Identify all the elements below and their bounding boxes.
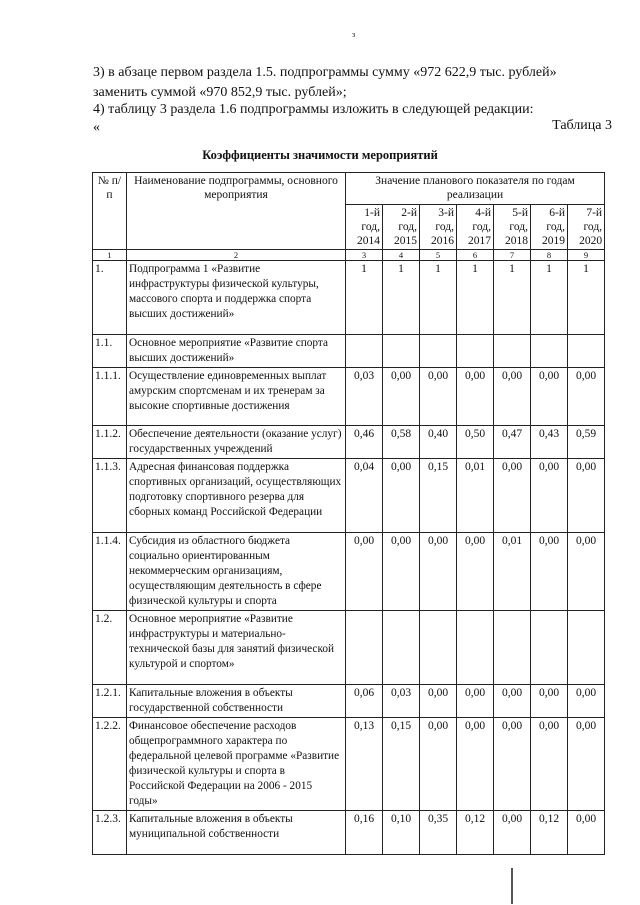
year-header-line: год, — [472, 221, 491, 233]
row-value: 0,01 — [494, 533, 531, 611]
row-value — [383, 611, 420, 685]
row-name: Адресная финансовая поддержка спортивных организаций, осуществляющих подготовку спортивного резерва для сборных команд Российской Федерации — [127, 459, 346, 533]
row-value: 0,00 — [457, 718, 494, 811]
row-number: 1.1.2. — [93, 426, 127, 459]
row-value: 0,13 — [346, 718, 383, 811]
row-number: 1.2.2. — [93, 718, 127, 811]
year-header-line: год, — [546, 221, 565, 233]
row-value: 0,00 — [531, 459, 568, 533]
year-header-line: 6-й — [549, 207, 565, 219]
row-value: 0,00 — [568, 685, 605, 718]
row-value: 0,00 — [531, 533, 568, 611]
row-value: 0,04 — [346, 459, 383, 533]
column-number: 2 — [127, 250, 346, 261]
row-value: 0,00 — [531, 368, 568, 426]
row-value: 0,47 — [494, 426, 531, 459]
row-value: 0,00 — [420, 718, 457, 811]
year-header-line: 5-й — [512, 207, 528, 219]
row-value — [568, 335, 605, 368]
row-name: Капитальные вложения в объекты государственной собственности — [127, 685, 346, 718]
row-value: 0,46 — [346, 426, 383, 459]
row-value: 1 — [457, 261, 494, 335]
row-value: 0,00 — [383, 533, 420, 611]
row-value — [420, 335, 457, 368]
year-header-line: год, — [361, 221, 380, 233]
year-header — [420, 205, 457, 250]
row-value: 0,00 — [494, 811, 531, 855]
row-value — [494, 611, 531, 685]
year-header-line: год, — [583, 221, 603, 233]
table-title: Коэффициенты значимости мероприятий — [202, 148, 438, 162]
row-value: 0,00 — [568, 811, 605, 855]
row-value: 0,00 — [420, 533, 457, 611]
table-row — [93, 611, 605, 685]
row-value: 1 — [568, 261, 605, 335]
year-header — [346, 205, 383, 250]
year-header — [383, 205, 420, 250]
row-value: 0,01 — [457, 459, 494, 533]
column-number: 4 — [383, 250, 420, 261]
row-value — [494, 335, 531, 368]
year-header-line: год, — [398, 221, 417, 233]
row-value: 0,40 — [420, 426, 457, 459]
row-value — [346, 611, 383, 685]
table-row — [93, 459, 605, 533]
row-value: 1 — [383, 261, 420, 335]
year-header-line: 2019 — [542, 235, 565, 247]
row-value: 1 — [494, 261, 531, 335]
row-value: 0,00 — [568, 368, 605, 426]
header-values: Значение планового показателя по годам реализации — [346, 173, 605, 205]
row-value: 0,00 — [383, 368, 420, 426]
table-row — [93, 368, 605, 426]
year-header-line: 1-й — [364, 207, 380, 219]
year-header-line: 2017 — [468, 235, 491, 247]
year-header-line: 2016 — [431, 235, 454, 247]
column-number: 1 — [93, 250, 127, 261]
paragraph-4: 4) таблицу 3 раздела 1.6 подпрограммы изложить в следующей редакции: — [93, 102, 534, 117]
row-name: Осуществление единовременных выплат амурским спортсменам и их тренерам за высокие спортивные достижения — [127, 368, 346, 426]
row-value: 0,59 — [568, 426, 605, 459]
row-value: 0,15 — [383, 718, 420, 811]
year-header-line: 2018 — [505, 235, 528, 247]
year-header — [568, 205, 605, 250]
row-value: 0,00 — [531, 718, 568, 811]
table-row — [93, 718, 605, 811]
year-header-line: 7-й — [586, 207, 603, 219]
year-header-line: 2014 — [357, 235, 380, 247]
row-value: 0,00 — [494, 459, 531, 533]
header-row — [93, 173, 605, 205]
row-name: Основное мероприятие «Развитие инфраструктуры и материально-технической базы для занятий физической культурой и спортом» — [127, 611, 346, 685]
row-number: 1.1.3. — [93, 459, 127, 533]
row-value: 0,12 — [531, 811, 568, 855]
row-value — [346, 335, 383, 368]
row-value: 0,00 — [531, 685, 568, 718]
table-row — [93, 426, 605, 459]
column-number: 9 — [568, 250, 605, 261]
column-number: 6 — [457, 250, 494, 261]
row-value: 1 — [420, 261, 457, 335]
table-row — [93, 685, 605, 718]
row-value: 0,15 — [420, 459, 457, 533]
row-value: 0,50 — [457, 426, 494, 459]
row-value: 0,00 — [494, 368, 531, 426]
row-value: 0,03 — [383, 685, 420, 718]
row-value: 0,03 — [346, 368, 383, 426]
row-value: 0,06 — [346, 685, 383, 718]
year-header — [457, 205, 494, 250]
row-value: 0,00 — [383, 459, 420, 533]
row-value: 0,00 — [420, 685, 457, 718]
row-number: 1. — [93, 261, 127, 335]
row-value — [531, 335, 568, 368]
year-header-line: год, — [435, 221, 454, 233]
row-value — [568, 611, 605, 685]
page-number: з — [352, 30, 356, 39]
table-row — [93, 261, 605, 335]
row-value: 0,00 — [457, 533, 494, 611]
row-value: 0,00 — [568, 718, 605, 811]
coefficients-table — [92, 172, 605, 855]
row-value: 0,12 — [457, 811, 494, 855]
year-header — [494, 205, 531, 250]
column-number: 3 — [346, 250, 383, 261]
row-value: 0,00 — [568, 459, 605, 533]
row-value: 0,35 — [420, 811, 457, 855]
row-value: 0,00 — [457, 368, 494, 426]
table-label: Таблица 3 — [552, 118, 612, 133]
row-value: 0,00 — [457, 685, 494, 718]
row-value: 0,00 — [494, 718, 531, 811]
row-name: Подпрограмма 1 «Развитие инфраструктуры физической культуры, массового спорта и поддержка спорта высших достижений» — [127, 261, 346, 335]
row-number: 1.2.1. — [93, 685, 127, 718]
row-value: 0,16 — [346, 811, 383, 855]
paragraph-3: 3) в абзаце первом раздела 1.5. подпрограммы сумму «972 622,9 тыс. рублей» заменить суммой «970 852,9 тыс. рублей»; — [93, 65, 557, 100]
row-value — [457, 611, 494, 685]
row-value: 0,00 — [494, 685, 531, 718]
year-header-line: 2015 — [394, 235, 417, 247]
row-value: 1 — [346, 261, 383, 335]
row-value: 1 — [531, 261, 568, 335]
column-number-row — [93, 250, 605, 261]
row-name: Финансовое обеспечение расходов общепрограммного характера по федеральной целевой программе «Развитие физической культуры и спорта в Российской Федерации на 2006 - 2015 годы» — [127, 718, 346, 811]
row-value — [531, 611, 568, 685]
table-row — [93, 335, 605, 368]
row-value: 0,58 — [383, 426, 420, 459]
row-name: Капитальные вложения в объекты муниципальной собственности — [127, 811, 346, 855]
year-header-line: 2020 — [579, 235, 603, 247]
year-header-line: 2-й — [401, 207, 417, 219]
row-number: 1.1.4. — [93, 533, 127, 611]
row-number: 1.2.3. — [93, 811, 127, 855]
year-header-line: год, — [509, 221, 528, 233]
row-value: 0,00 — [420, 368, 457, 426]
row-value — [420, 611, 457, 685]
column-number: 7 — [494, 250, 531, 261]
table-row — [93, 811, 605, 855]
row-value: 0,10 — [383, 811, 420, 855]
row-value: 0,43 — [531, 426, 568, 459]
row-name: Обеспечение деятельности (оказание услуг) государственных учреждений — [127, 426, 346, 459]
row-number: 1.1.1. — [93, 368, 127, 426]
row-value: 0,00 — [568, 533, 605, 611]
column-number: 8 — [531, 250, 568, 261]
year-header — [531, 205, 568, 250]
year-header-line: 4-й — [475, 207, 491, 219]
column-number: 5 — [420, 250, 457, 261]
header-number: № п/п — [93, 173, 127, 250]
row-value — [383, 335, 420, 368]
row-name: Основное мероприятие «Развитие спорта высших достижений» — [127, 335, 346, 368]
row-value — [457, 335, 494, 368]
header-name: Наименование подпрограммы, основного мероприятия — [127, 173, 346, 250]
row-value: 0,00 — [346, 533, 383, 611]
row-name: Субсидия из областного бюджета социально ориентированным некоммерческим организациям, осуществляющим деятельность в сфере физической культуры и спорта — [127, 533, 346, 611]
table-row — [93, 533, 605, 611]
binding-mark — [511, 868, 513, 904]
row-number: 1.2. — [93, 611, 127, 685]
year-header-line: 3-й — [438, 207, 454, 219]
row-number: 1.1. — [93, 335, 127, 368]
open-quote: « — [93, 120, 100, 135]
